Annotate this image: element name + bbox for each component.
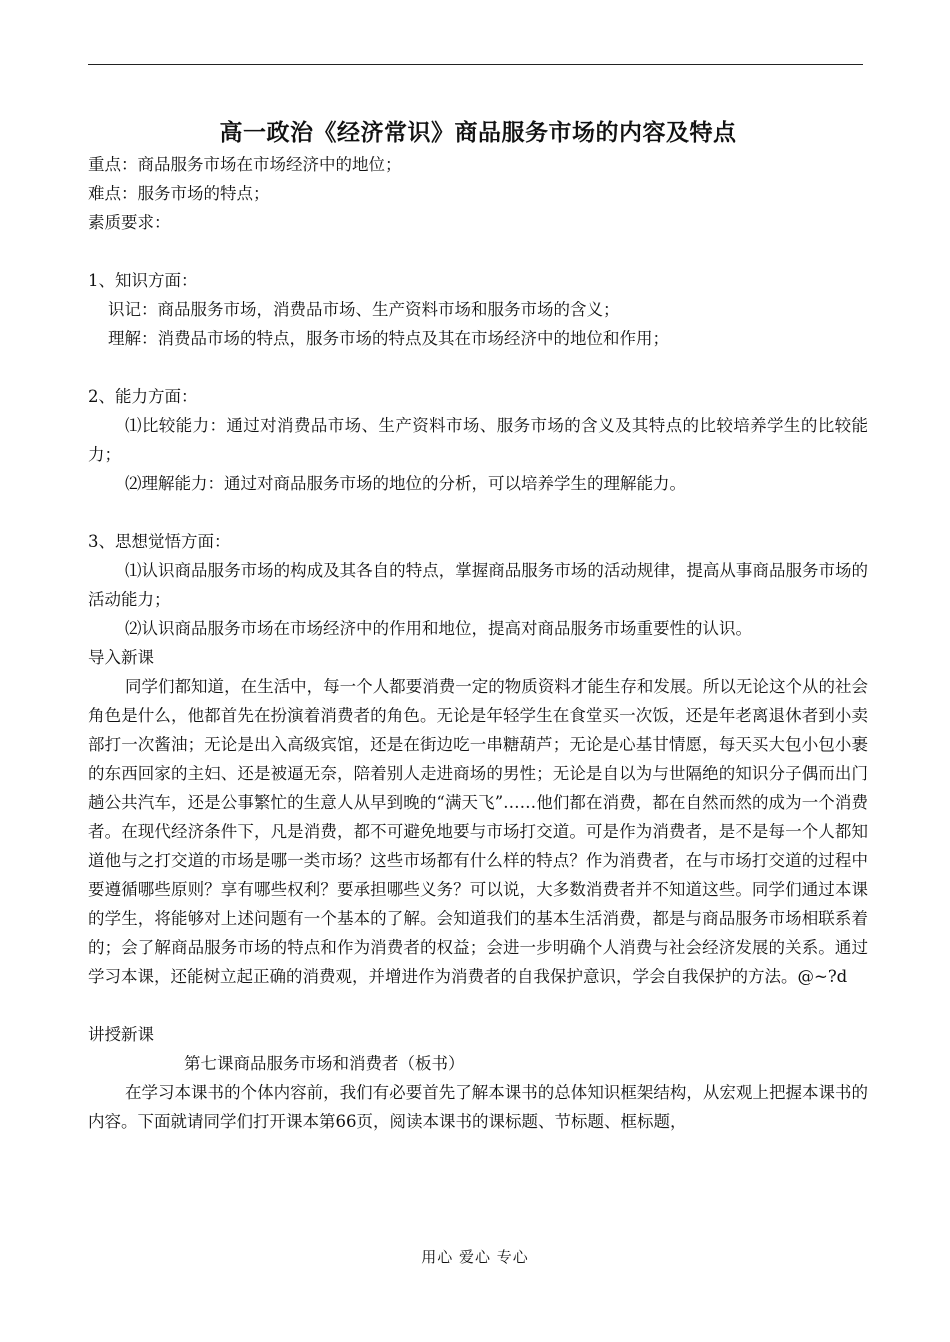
thought-heading: 3、思想觉悟方面：: [88, 532, 231, 551]
knowledge-heading: 1、知识方面：: [88, 271, 198, 290]
intro-heading: 导入新课: [88, 648, 154, 667]
document-title: 高一政治《经济常识》商品服务市场的内容及特点: [219, 119, 737, 146]
thought-item-2: ⑵认识商品服务市场在市场经济中的作用和地位，提高对商品服务市场重要性的认识。: [125, 619, 752, 638]
lecture-paragraph: 在学习本课书的个体内容前，我们有必要首先了解本课书的总体知识框架结构，从宏观上把握本课书的内容。下面就请同学们打开课本第66页，阅读本课书的课标题、节标题、框标题，: [88, 1083, 868, 1131]
knowledge-recall: 识记：商品服务市场，消费品市场、生产资料市场和服务市场的含义；: [108, 300, 620, 319]
page-footer: 用心 爱心 专心: [421, 1248, 529, 1266]
spacer: [88, 991, 868, 1020]
knowledge-understand: 理解：消费品市场的特点，服务市场的特点及其在市场经济中的地位和作用；: [108, 329, 669, 348]
ability-heading: 2、能力方面：: [88, 387, 198, 406]
lecture-heading: 讲授新课: [88, 1025, 154, 1044]
quality-requirement-line: 素质要求：: [88, 213, 171, 232]
focus-line: 重点：商品服务市场在市场经济中的地位；: [88, 155, 402, 174]
spacer: [88, 353, 868, 382]
lesson-title: 第七课商品服务市场和消费者（板书）: [184, 1054, 465, 1073]
spacer: [88, 498, 868, 527]
spacer: [88, 237, 868, 266]
intro-paragraph: 同学们都知道，在生活中，每一个人都要消费一定的物质资料才能生存和发展。所以无论这个从的社会角色是什么，他都首先在扮演着消费者的角色。无论是年轻学生在食堂买一次饭，还是年老离退休者到小卖部打一次酱油；无论是出入高级宾馆，还是在街边吃一串糖葫芦；无论是心基甘情愿，每天买大包小包小裹的东西回家的主妇、还是被逼无奈，陪着别人走进商场的男性；无论是自以为与世隔绝的知识分子偶而出门趟公共汽车，还是公事繁忙的生意人从早到晚的“满天飞”……他们都在消费，都在自然而然的成为一个消费者。在现代经济条件下，凡是消费，都不可避免地要与市场打交道。可是作为消费者，是不是每一个人都知道他与之打交道的市场是哪一类市场？这些市场都有什么样的特点？作为消费者，在与市场打交道的过程中要遵循哪些原则？享有哪些权利？要承担哪些义务？可以说，大多数消费者并不知道这些。同学们通过本课的学生，将能够对上述问题有一个基本的了解。会知道我们的基本生活消费，都是与商品服务市场相联系着的；会了解商品服务市场的特点和作为消费者的权益；会进一步明确个人消费与社会经济发展的关系。通过学习本课，还能树立起正确的消费观，并增进作为消费者的自我保护意识，学会自我保护的方法。@~?d: [88, 677, 868, 986]
ability-item-1: ⑴比较能力：通过对消费品市场、生产资料市场、服务市场的含义及其特点的比较培养学生的比较能力；: [88, 416, 868, 464]
difficulty-line: 难点：服务市场的特点；: [88, 184, 270, 203]
ability-item-2: ⑵理解能力：通过对商品服务市场的地位的分析，可以培养学生的理解能力。: [125, 474, 686, 493]
thought-item-1: ⑴认识商品服务市场的构成及其各自的特点，掌握商品服务市场的活动规律，提高从事商品服务市场的活动能力；: [88, 561, 868, 609]
document-body: [88, 118, 868, 1136]
header-rule: [88, 64, 863, 65]
